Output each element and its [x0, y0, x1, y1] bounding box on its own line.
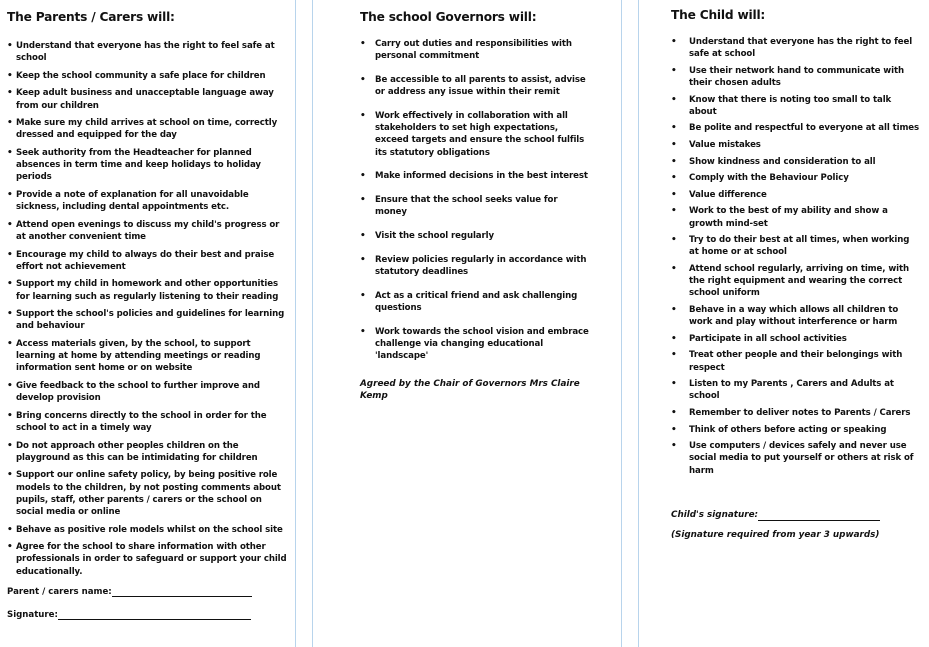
- parent-name-line: [7, 587, 294, 597]
- child-item: • Work to the best of my ability and show a growth mind-set: [671, 205, 921, 229]
- child-item: • Try to do their best at all times, when working at home or at school: [671, 234, 921, 258]
- parents-item: • Do not approach other peoples children on the playground as this can be intimidating for children: [7, 440, 287, 464]
- child-item: • Behave in a way which allows all children to work and play without interference or harm: [671, 304, 921, 328]
- governors-item: • Act as a critical friend and ask challenging questions: [360, 290, 592, 314]
- governors-agreement: Agreed by the Chair of Governors Mrs Claire Kemp: [360, 378, 580, 402]
- parent-signature-line: [7, 610, 294, 620]
- child-signature-note: (Signature required from year 3 upwards): [671, 530, 880, 541]
- child-list: [671, 36, 921, 477]
- child-item: • Use their network hand to communicate with their chosen adults: [671, 65, 921, 89]
- child-item: • Participate in all school activities: [671, 333, 921, 345]
- governors-item: • Work effectively in collaboration with all stakeholders to set high expectations, exceed targets and ensure the school fulfils its statutory obligations: [360, 110, 592, 159]
- child-column: [638, 0, 929, 647]
- governors-title: The school Governors will:: [360, 10, 537, 24]
- governors-item: • Make informed decisions in the best interest: [360, 170, 592, 182]
- child-item: • Listen to my Parents , Carers and Adults at school: [671, 378, 921, 402]
- parents-item: • Encourage my child to always do their best and praise effort not achievement: [7, 249, 287, 273]
- governors-item: • Work towards the school vision and embrace challenge via changing educational 'landscape': [360, 326, 592, 363]
- parents-item: • Give feedback to the school to further improve and develop provision: [7, 380, 287, 404]
- child-item: • Comply with the Behaviour Policy: [671, 172, 921, 184]
- governors-item: • Review policies regularly in accordance with statutory deadlines: [360, 254, 592, 278]
- parents-item: • Support the school's policies and guidelines for learning and behaviour: [7, 308, 287, 332]
- child-item: • Value mistakes: [671, 139, 921, 151]
- child-title: The Child will:: [671, 8, 766, 22]
- parents-item: • Behave as positive role models whilst on the school site: [7, 524, 287, 536]
- parents-title: The Parents / Carers will:: [7, 10, 175, 24]
- child-item: • Be polite and respectful to everyone at all times: [671, 122, 921, 134]
- child-item: • Value difference: [671, 189, 921, 201]
- child-item: • Remember to deliver notes to Parents / Carers: [671, 407, 921, 419]
- child-item: • Show kindness and consideration to all: [671, 156, 921, 168]
- child-item: • Understand that everyone has the right to feel safe at school: [671, 36, 921, 60]
- parent-signature-label: Signature:: [7, 609, 58, 620]
- governors-column: [312, 0, 622, 647]
- parents-item: • Keep the school community a safe place for children: [7, 70, 287, 82]
- governors-item: • Visit the school regularly: [360, 230, 592, 242]
- parents-column: [0, 0, 294, 647]
- parents-item: • Agree for the school to share information with other professionals in order to safeguard or support your child educationally.: [7, 541, 287, 578]
- child-signature-line: [671, 509, 929, 521]
- child-item: • Use computers / devices safely and never use social media to put yourself or others at risk of harm: [671, 440, 921, 477]
- parents-item: • Make sure my child arrives at school on time, correctly dressed and equipped for the day: [7, 117, 287, 141]
- parents-item: • Provide a note of explanation for all unavoidable sickness, including dental appointments etc.: [7, 189, 287, 213]
- governors-item: • Carry out duties and responsibilities with personal commitment: [360, 38, 592, 62]
- governors-list: [360, 38, 592, 363]
- governors-item: • Ensure that the school seeks value for money: [360, 194, 592, 218]
- child-item: • Think of others before acting or speaking: [671, 424, 921, 436]
- child-item: • Know that there is noting too small to talk about: [671, 94, 921, 118]
- child-signature-field[interactable]: [758, 511, 880, 521]
- parents-item: • Bring concerns directly to the school in order for the school to act in a timely way: [7, 410, 287, 434]
- parents-item: • Access materials given, by the school, to support learning at home by attending meetings or reading information sent home or on website: [7, 338, 287, 375]
- child-item: • Treat other people and their belongings with respect: [671, 349, 921, 373]
- parents-item: • Seek authority from the Headteacher for planned absences in term time and keep holidays to holiday periods: [7, 147, 287, 184]
- column-divider-1: [295, 0, 296, 647]
- parents-item: • Support our online safety policy, by being positive role models to the children, by not posting comments about pupils, staff, other parents / carers or the school on social media or online: [7, 469, 287, 518]
- parent-signature-field[interactable]: [58, 610, 251, 620]
- parents-item: • Keep adult business and unacceptable language away from our children: [7, 87, 287, 111]
- governors-item: • Be accessible to all parents to assist, advise or address any issue within their remit: [360, 74, 592, 98]
- parent-name-field[interactable]: [112, 587, 252, 597]
- parent-name-label: Parent / carers name:: [7, 586, 112, 597]
- parents-item: • Understand that everyone has the right to feel safe at school: [7, 40, 287, 64]
- child-item: • Attend school regularly, arriving on time, with the right equipment and wearing the correct school uniform: [671, 263, 921, 300]
- parents-item: • Support my child in homework and other opportunities for learning such as regularly listening to their reading: [7, 278, 287, 302]
- parents-item: • Attend open evenings to discuss my child's progress or at another convenient time: [7, 219, 287, 243]
- parents-list: [7, 40, 287, 578]
- child-signature-label: Child's signature:: [671, 509, 759, 520]
